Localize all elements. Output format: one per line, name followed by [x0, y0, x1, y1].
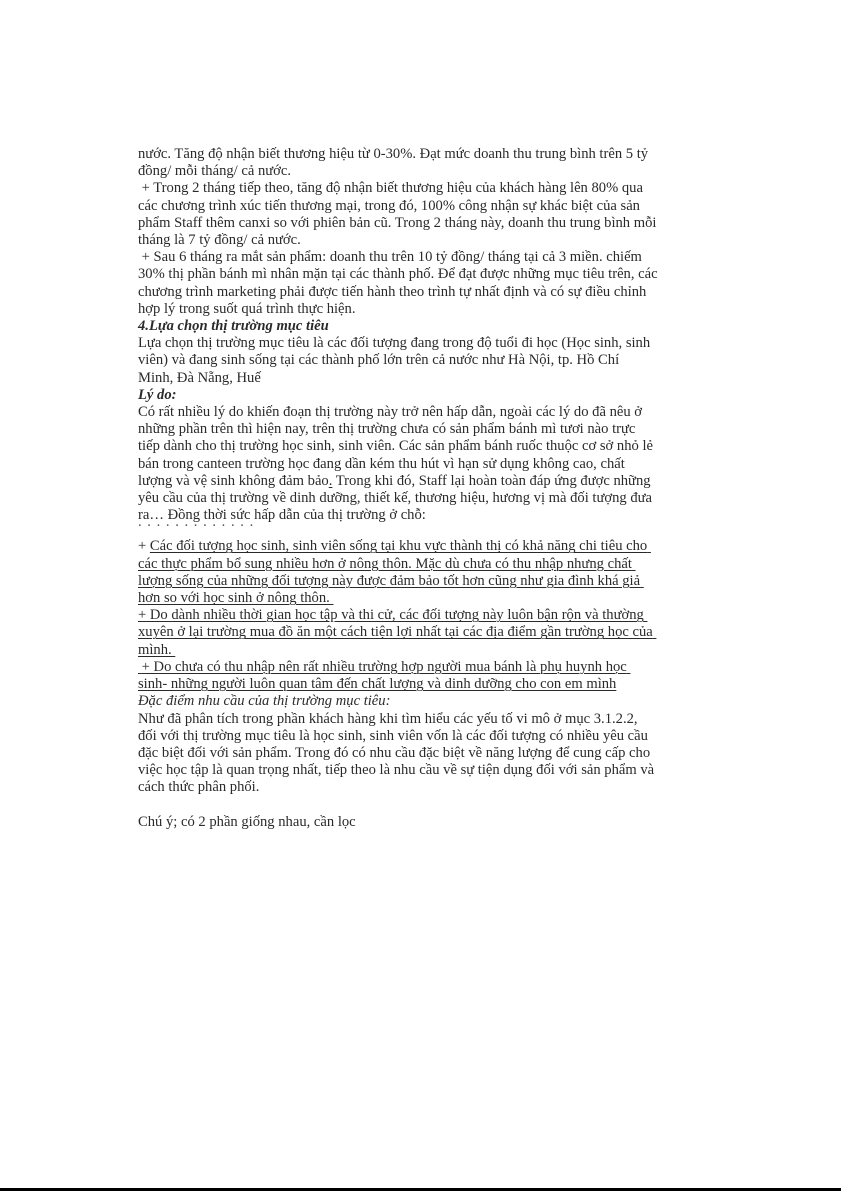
reasons-text-start: Có rất nhiều lý do khiến đoạn thị trường này trở nên hấp dẫn, ngoài các lý do đã nêu ở những phần trên thì hiện nay, trên thị trường chưa có sản phẩm bánh mì tươi nào trực tiếp dành cho thị trường học sinh, sinh viên. Các sản phẩm bánh ruốc thuộc cơ sở nhỏ lẻ bán trong canteen trường học đang dần kém thu hút vì hạn sử dụng không cao, chất lượng và vệ sinh không đảm bảo — [138, 404, 657, 489]
bullet-parents-buyers: + Do chưa có thu nhập nên rất nhiều trường hợp người mua bánh là phụ huynh học sinh- những người luôn quan tâm đến chất lượng và dinh dưỡng cho con em mình — [138, 658, 631, 693]
bullet-prefix: + — [138, 538, 150, 555]
paragraph-needs-analysis: Như đã phân tích trong phần khách hàng khi tìm hiểu các yếu tố vi mô ở mục 3.1.2.2, đối với thị trường mục tiêu là học sinh, sinh viên vốn là các đối tượng có nhiều yêu cầu đặc biệt đối với sản phẩm. Trong đó có nhu cầu đặc biệt về năng lượng để cung cấp cho việc học tập là quan trọng nhất, tiếp theo là nhu cầu về sự tiện dụng đối với sản phẩm và cách thức phân phối. — [138, 710, 658, 796]
reasons-underlined-period: . — [328, 472, 333, 489]
clipped-text — [138, 524, 254, 531]
document-body — [138, 146, 662, 831]
note-duplicate-sections: Chú ý; có 2 phần giống nhau, cần lọc — [138, 813, 356, 830]
spacer — [138, 797, 658, 814]
bullet-busy-students: + Do dành nhiều thời gian học tập và thi cử, các đối tượng này luôn bận rộn và thường xuyên ở lại trường mua đồ ăn một cách tiện lợi nhất tại các địa điểm gần trường học của mình. — [138, 607, 657, 658]
paragraph-target-market-selection: Lựa chọn thị trường mục tiêu là các đối tượng đang trong độ tuổi đi học (Học sinh, sinh viên) và đang sinh sống tại các thành phố lớn trên cả nước như Hà Nội, tp. Hồ Chí Minh, Đà Nẵng, Huế — [138, 335, 654, 386]
bullet-urban-spending-text: Các đối tượng học sinh, sinh viên sống tại khu vực thành thị có khả năng chi tiêu cho các thực phẩm bổ sung nhiều hơn ở nông thôn. Mặc dù chưa có thu nhập nhưng chất lượng sống của những đối tượng này được đảm bảo tốt hơn cũng như gia đình khá giả hơn so với học sinh ở nông thôn. — [138, 538, 651, 607]
paragraph-two-months-target: + Trong 2 tháng tiếp theo, tăng độ nhận biết thương hiệu của khách hàng lên 80% qua các chương trình xúc tiến thương mại, trong đó, 100% công nhận sự khác biệt của sản phẩm Staff thêm canxi so với phiên bản cũ. Trong 2 tháng này, doanh thu trung bình mỗi tháng là 7 tỷ đồng/ cả nước. — [138, 180, 661, 249]
reasons-text-end: Trong khi đó, Staff lại hoàn toàn đáp ứng được những yêu cầu của thị trường về dinh dưỡng, thiết kế, thương hiệu, hương vị mà đối tượng đưa ra… Đồng thời sức hấp dẫn của thị trường ở chỗ: — [138, 472, 656, 524]
paragraph-revenue-targets: nước. Tăng độ nhận biết thương hiệu từ 0-30%. Đạt mức doanh thu trung bình trên 5 tỷ đồng/ mỗi tháng/ cả nước. — [138, 146, 652, 180]
paragraph-six-months-target: + Sau 6 tháng ra mắt sản phẩm: doanh thu trên 10 tỷ đồng/ tháng tại cả 3 miền. chiếm 30% thị phần bánh mì nhân mặn tại các thành phố. Để đạt được những mục tiêu trên, các chương trình marketing phải được tiến hành theo trình tự nhất định và có sự điều chỉnh hợp lý trong suốt quá trình thực hiện. — [138, 249, 662, 317]
clipped-text-line — [138, 524, 658, 538]
reason-heading: Lý do: — [138, 386, 177, 403]
paragraph-reasons — [138, 404, 658, 524]
bullet-urban-spending — [138, 538, 658, 607]
section-heading-target-market: 4.Lựa chọn thị trường mục tiêu — [138, 318, 329, 335]
needs-heading: Đặc điểm nhu cầu của thị trường mục tiêu: — [138, 693, 391, 710]
